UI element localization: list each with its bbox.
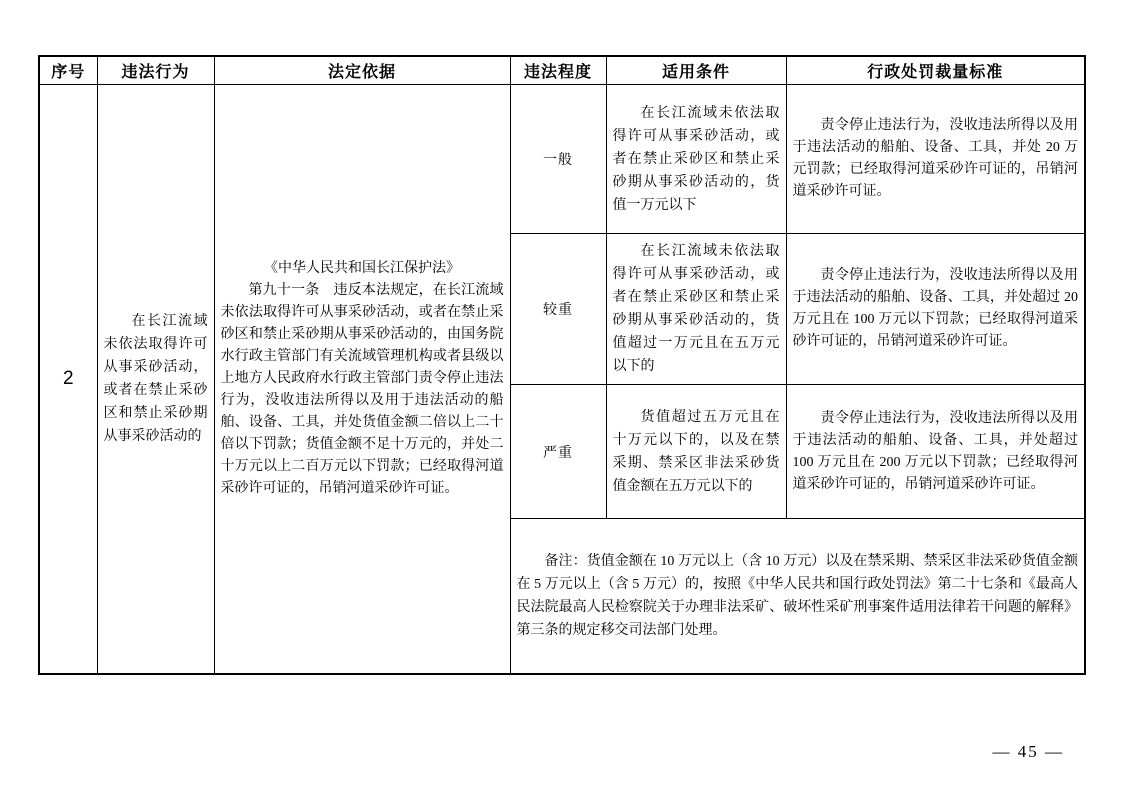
seq-number-cell: 2 xyxy=(39,85,97,674)
legal-basis-title: 《中华人民共和国长江保护法》 xyxy=(264,260,460,276)
standard-text-severe: 责令停止违法行为，没收违法所得以及用于违法活动的船舶、设备、工具，并处超过 100 万元且在 200 万元以下罚款；已经取得河道采砂许可证的，吊销河道采砂许可证。 xyxy=(792,410,1078,492)
header-seq: 序号 xyxy=(39,56,97,85)
table-header-row xyxy=(39,56,1085,85)
legal-basis-body: 第九十一条 违反本法规定，在长江流域未依法取得许可从事采砂活动，或者在禁止采砂区和禁止采砂期从事采砂活动的，由国务院水行政主管部门有关流域管理机构或者县级以上地方人民政府水行政主管部门责令停止违法行为，没收违法所得以及用于违法活动的船舶、设备、工具，并处货值金额二倍以上二十倍以下罚款；货值金额不足十万元的，并处二十万元以上二百万元以下罚款；已经取得河道采砂许可证的，吊销河道采砂许可证。 xyxy=(220,282,504,496)
condition-text-severe: 货值超过五万元且在十万元以下的，以及在禁采期、禁采区非法采砂货值金额在五万元以下的 xyxy=(612,409,780,494)
degree-cell-general: 一般 xyxy=(510,85,606,234)
illegal-behavior-text: 在长江流域未依法取得许可从事采砂活动，或者在禁止采砂区和禁止采砂期从事采砂活动的 xyxy=(103,313,208,444)
header-illegal-behavior: 违法行为 xyxy=(97,56,214,85)
standard-cell-serious xyxy=(786,234,1085,385)
note-text: 备注：货值金额在 10 万元以上（含 10 万元）以及在禁采期、禁采区非法采砂货值金额在 5 万元以上（含 5 万元）的，按照《中华人民共和国行政处罚法》第二十七条和《最高人民法院最高人民检察院关于办理非法采矿、破坏性采矿刑事案件适用法律若干问题的解释》第三条的规定移交司法部门处理。 xyxy=(516,553,1078,638)
condition-cell-general xyxy=(606,85,786,234)
legal-basis-cell xyxy=(214,85,510,674)
header-violation-degree: 违法程度 xyxy=(510,56,606,85)
standard-cell-severe xyxy=(786,385,1085,519)
penalty-discretion-table xyxy=(38,55,1086,675)
illegal-behavior-cell xyxy=(97,85,214,674)
note-cell xyxy=(510,519,1085,674)
condition-text-general: 在长江流域未依法取得许可从事采砂活动，或者在禁止采砂区和禁止采砂期从事采砂活动的，货值一万元以下 xyxy=(612,105,780,213)
standard-text-general: 责令停止违法行为，没收违法所得以及用于违法活动的船舶、设备、工具，并处 20 万元罚款；已经取得河道采砂许可证的，吊销河道采砂许可证。 xyxy=(792,118,1078,199)
header-penalty-standard: 行政处罚裁量标准 xyxy=(786,56,1085,85)
standard-text-serious: 责令停止违法行为，没收违法所得以及用于违法活动的船舶、设备、工具，并处超过 20 万元且在 100 万元以下罚款；已经取得河道采砂许可证的，吊销河道采砂许可证。 xyxy=(792,268,1078,349)
degree-cell-severe: 严重 xyxy=(510,385,606,519)
header-applicable-condition: 适用条件 xyxy=(606,56,786,85)
condition-cell-severe xyxy=(606,385,786,519)
degree-cell-serious: 较重 xyxy=(510,234,606,385)
table-row-general xyxy=(39,85,1085,234)
header-legal-basis: 法定依据 xyxy=(214,56,510,85)
condition-cell-serious xyxy=(606,234,786,385)
page-number: — 45 — xyxy=(992,742,1064,761)
condition-text-serious: 在长江流域未依法取得许可从事采砂活动，或者在禁止采砂区和禁止采砂期从事采砂活动的，货值超过一万元且在五万元以下的 xyxy=(612,244,780,374)
standard-cell-general xyxy=(786,85,1085,234)
